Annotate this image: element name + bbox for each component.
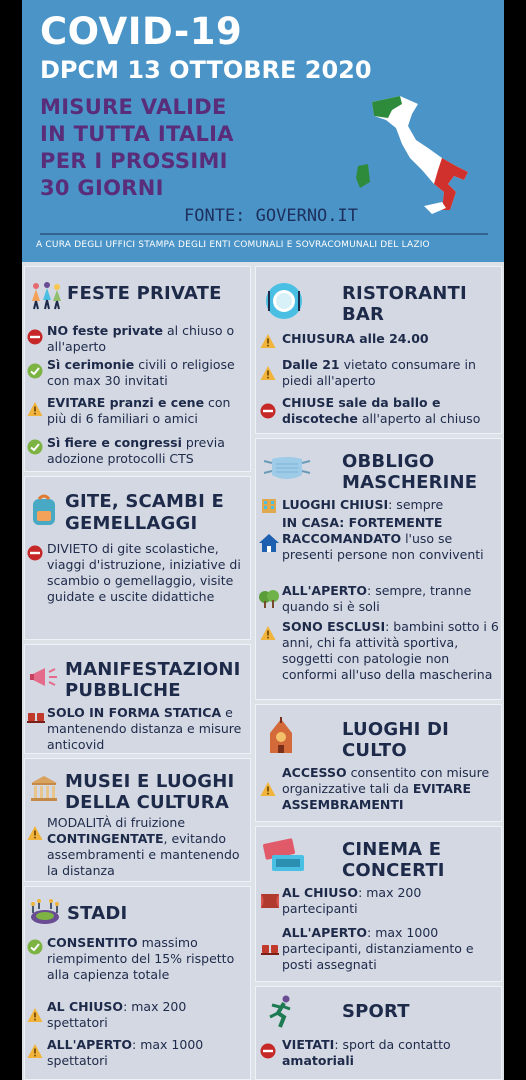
card-title: FESTE PRIVATE [67, 283, 222, 304]
party-people-icon [29, 279, 63, 311]
card-title: MANIFESTAZIONI [65, 659, 241, 680]
warning-icon [260, 625, 276, 641]
card-musei [24, 758, 251, 882]
backpack-icon [29, 493, 59, 527]
card-ristoranti [255, 266, 502, 434]
list-item: CHIUSE sale da ballo e discoteche all'aperto al chiuso [282, 395, 481, 426]
no-entry-icon [27, 545, 43, 561]
page-subtitle: DPCM 13 OTTOBRE 2020 [40, 56, 372, 84]
list-item: Sì cerimonie civili o religiose con max 30 invitati [47, 357, 235, 388]
card-feste-private [24, 266, 251, 472]
card-title: CONCERTI [342, 860, 445, 881]
list-item: ACCESSO consentito con misure organizzative tali da EVITARE ASSEMBRAMENTI [282, 765, 490, 812]
card-title: LUOGHI DI [342, 719, 449, 740]
cinema-ticket-icon [262, 837, 308, 877]
list-item: ALL'APERTO: sempre, tranne quando si è soli [282, 583, 472, 614]
megaphone-icon [29, 665, 59, 689]
warning-icon [260, 365, 276, 381]
building-icon [260, 497, 278, 513]
list-item: Dalle 21 vietato consumare in piedi all'aperto [282, 357, 476, 388]
list-item: CONSENTITO massimo riempimento del 15% rispetto alla capienza totale [47, 935, 235, 982]
warning-icon [27, 825, 43, 841]
card-title: DELLA CULTURA [65, 792, 229, 813]
page-title: COVID-19 [40, 10, 243, 53]
list-item: NO feste private al chiuso o all'aperto [47, 323, 235, 354]
italy-map-icon [352, 88, 492, 228]
divider [40, 233, 488, 235]
card-title: SPORT [342, 1001, 410, 1022]
card-title: STADI [67, 903, 128, 924]
no-entry-icon [260, 403, 276, 419]
warning-icon [27, 1007, 43, 1023]
list-item: Sì fiere e congressi previa adozione protocolli CTS [47, 435, 225, 466]
card-title: RISTORANTI [342, 283, 467, 304]
list-item: AL CHIUSO: max 200 spettatori [47, 999, 187, 1030]
no-entry-icon [260, 1043, 276, 1059]
measures-headline [40, 94, 380, 202]
theater-icon [260, 893, 280, 909]
museum-icon [29, 775, 59, 803]
house-icon [258, 533, 280, 553]
card-stadi [24, 886, 251, 1080]
list-item: ALL'APERTO: max 1000 partecipanti, distanziamento e posti assegnati [282, 925, 474, 972]
plate-icon [264, 281, 304, 321]
list-item: VIETATI: sport da contatto amatoriali [282, 1037, 451, 1068]
card-cinema [255, 826, 502, 982]
card-manifestazioni [24, 644, 251, 754]
warning-icon [27, 1043, 43, 1059]
measures-line: PER I PROSSIMI [40, 149, 228, 173]
warning-icon [260, 333, 276, 349]
card-title: GEMELLAGGI [65, 513, 198, 534]
seats-icon [27, 709, 45, 725]
seats-icon [260, 941, 280, 957]
card-sport [255, 986, 502, 1080]
no-entry-icon [27, 329, 43, 345]
card-gite [24, 476, 251, 640]
check-icon [27, 439, 43, 455]
card-title: CINEMA E [342, 839, 442, 860]
tree-icon [258, 589, 280, 609]
mask-icon [262, 453, 312, 483]
card-title: MUSEI E LUOGHI [65, 771, 235, 792]
warning-icon [27, 401, 43, 417]
card-title: GITE, SCAMBI E [65, 491, 224, 512]
warning-icon [260, 781, 276, 797]
card-title: PUBBLICHE [65, 680, 181, 701]
header [22, 0, 504, 262]
list-item: MODALITÀ di fruizione CONTINGENTATE, evitando assembramenti e mantenendo la distanza [47, 815, 240, 878]
check-icon [27, 939, 43, 955]
credit-line: A CURA DEGLI UFFICI STAMPA DEGLI ENTI COMUNALI E SOVRACOMUNALI DEL LAZIO [36, 240, 430, 250]
card-title: CULTO [342, 740, 407, 761]
card-title: BAR [342, 304, 385, 325]
measures-line: MISURE VALIDE [40, 95, 227, 119]
list-item: DIVIETO di gite scolastiche, viaggi d'istruzione, iniziative di scambio o gemellaggio, visite guidate e uscite didattiche [47, 541, 241, 604]
stadium-icon [29, 899, 61, 927]
list-item: LUOGHI CHIUSI: sempre [282, 497, 444, 512]
list-item: SONO ESCLUSI: bambini sotto i 6 anni, chi fa attività sportiva, soggetti con patologie non conformi all'uso della mascherina [282, 619, 499, 682]
check-icon [27, 363, 43, 379]
source-label: FONTE: GOVERNO.IT [184, 206, 358, 226]
card-title: OBBLIGO [342, 451, 435, 472]
list-item: AL CHIUSO: max 200 partecipanti [282, 885, 422, 916]
list-item: EVITARE pranzi e cene con più di 6 familiari o amici [47, 395, 231, 426]
list-item: IN CASA: FORTEMENTE RACCOMANDATO l'uso se presenti persone non conviventi [282, 515, 484, 562]
card-culto [255, 704, 502, 822]
card-title: MASCHERINE [342, 472, 478, 493]
infographic [22, 0, 504, 1080]
measures-line: 30 GIORNI [40, 176, 164, 200]
runner-icon [266, 995, 296, 1029]
list-item: ALL'APERTO: max 1000 spettatori [47, 1037, 204, 1068]
church-icon [264, 717, 298, 755]
card-mascherine [255, 438, 502, 700]
list-item: SOLO IN FORMA STATICA e mantenendo distanza e misure anticovid [47, 705, 242, 752]
list-item: CHIUSURA alle 24.00 [282, 331, 429, 346]
measures-line: IN TUTTA ITALIA [40, 122, 234, 146]
